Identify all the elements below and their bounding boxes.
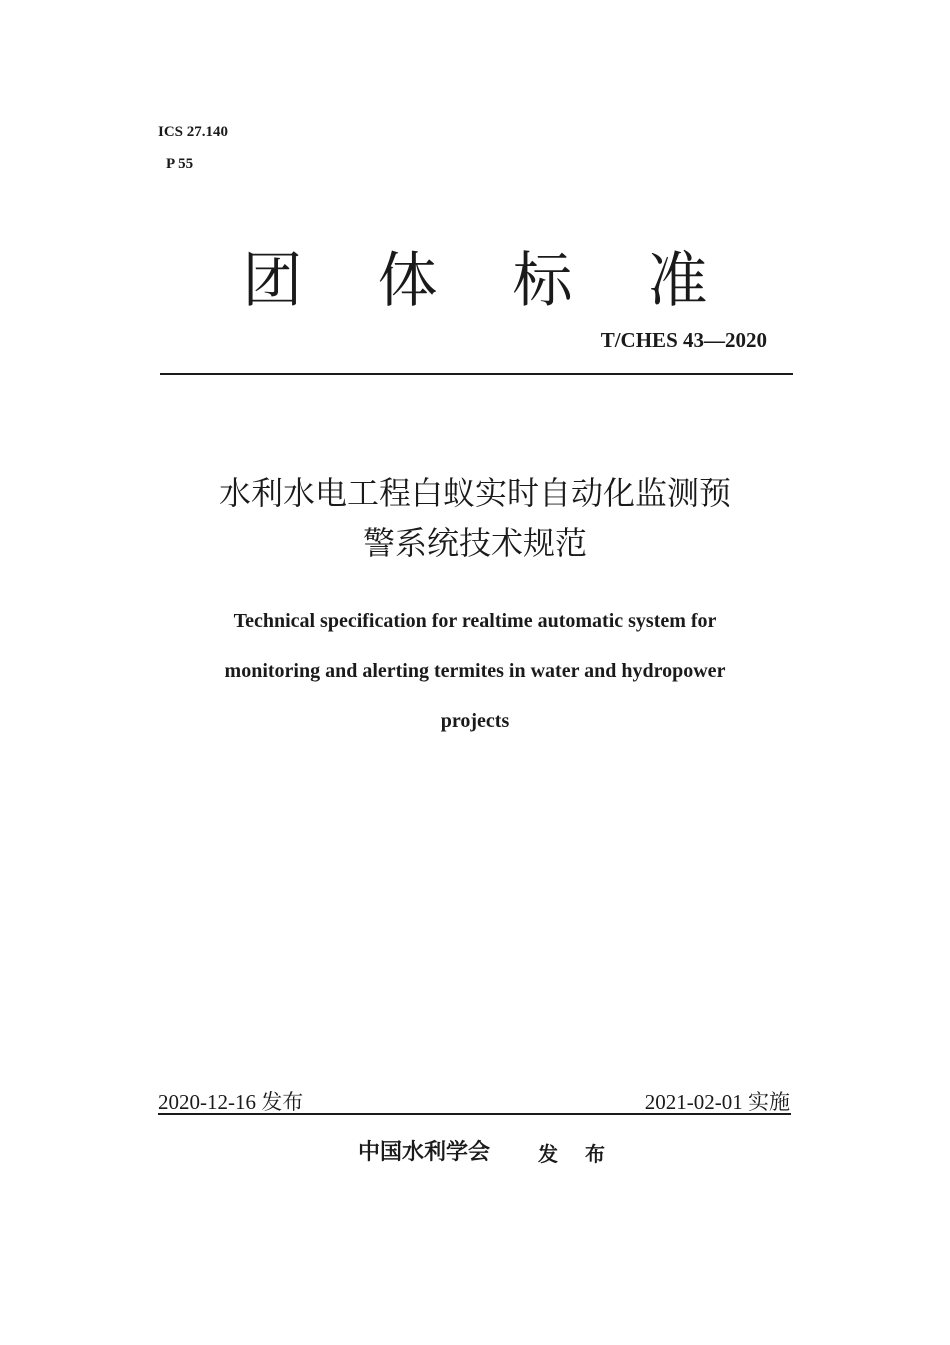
chinese-title-line-2: 警系统技术规范 xyxy=(362,524,587,562)
publish-label: 发 布 xyxy=(538,1142,615,1166)
bottom-divider xyxy=(158,1113,791,1115)
english-title-line-1: Technical specification for realtime automatic system for xyxy=(233,610,717,632)
standard-code: T/CHES 43—2020 xyxy=(600,328,767,352)
chinese-title-line-1: 水利水电工程白蚁实时自动化监测预 xyxy=(218,474,731,512)
publisher-name: 中国水利学会 xyxy=(358,1140,491,1165)
ics-code: ICS 27.140 xyxy=(158,124,229,140)
english-title-line-2: monitoring and alerting termites in water and hydropower xyxy=(224,660,726,682)
issue-date: 2020-12-16 发布 xyxy=(158,1090,304,1114)
implementation-date: 2021-02-01 实施 xyxy=(644,1090,790,1114)
standard-type-heading: 团 体 标 准 xyxy=(242,246,736,316)
chinese-title xyxy=(100,468,850,568)
top-divider xyxy=(160,373,793,375)
english-title-line-3: projects xyxy=(440,710,510,732)
english-title xyxy=(100,596,850,746)
ccs-code: P 55 xyxy=(166,156,194,172)
